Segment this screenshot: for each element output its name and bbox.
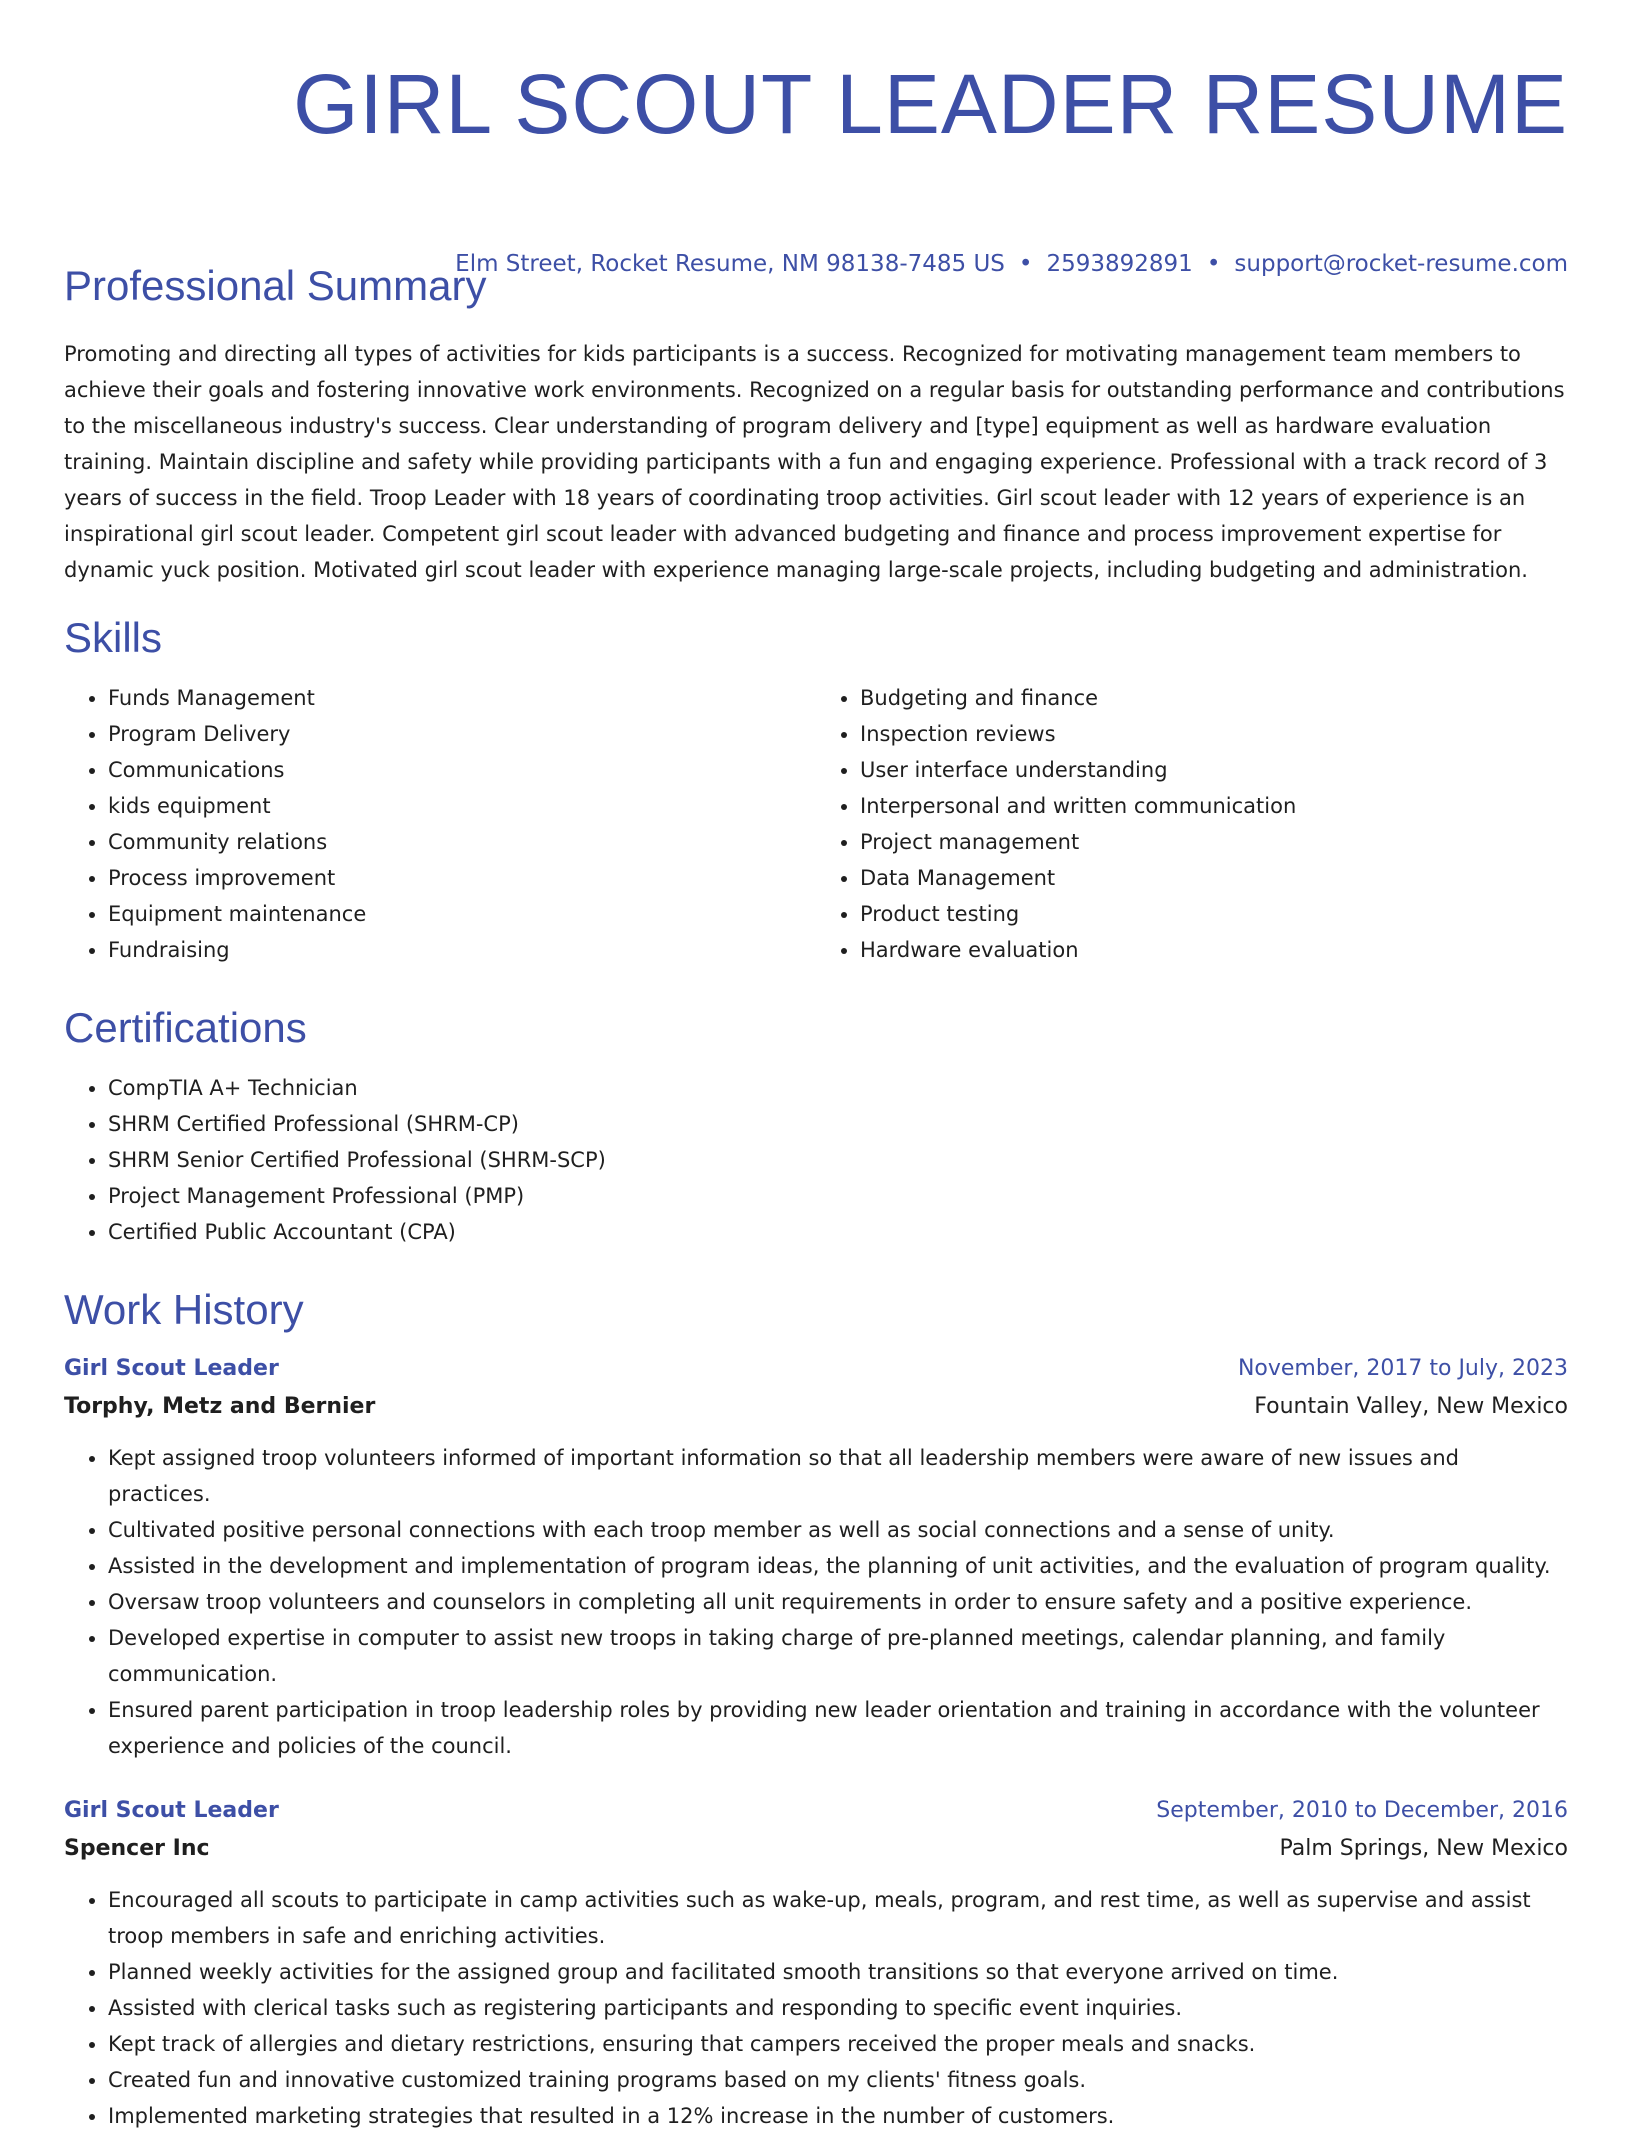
job-location: Fountain Valley, New Mexico [1254, 1394, 1568, 1419]
resume-title: GIRL SCOUT LEADER RESUME [293, 57, 1568, 151]
list-item: • Kept track of allergies and dietary restrictions, ensuring that campers received the proper meals and snacks. [108, 2026, 1568, 2062]
skills-columns [64, 680, 1568, 968]
list-item: • Inspection reviews [860, 716, 1568, 752]
list-item: • Ensured parent participation in troop leadership roles by providing new leader orientation and training in accordance with the volunteer experience and policies of the council. [108, 1692, 1568, 1764]
contact-email: support@rocket-resume.com [1234, 251, 1568, 277]
contact-phone: 2593892891 [1046, 251, 1193, 277]
summary-heading: Professional Summary [64, 262, 487, 309]
list-item: • User interface understanding [860, 752, 1568, 788]
job-bullets [64, 1882, 1568, 2134]
list-item: • Kept assigned troop volunteers informed of important information so that all leadership members were aware of new issues and practices. [108, 1440, 1568, 1512]
list-item: • SHRM Senior Certified Professional (SHRM-SCP) [108, 1142, 1568, 1178]
job-entry [64, 1792, 1568, 2134]
skills-list-right [816, 680, 1568, 968]
certifications-heading: Certifications [64, 1004, 307, 1051]
certifications-list [64, 1070, 1568, 1250]
jobs-container [64, 1350, 1568, 2134]
skills-section [64, 610, 1568, 968]
list-item: • Equipment maintenance [108, 896, 816, 932]
list-item: • Project management [860, 824, 1568, 860]
list-item: • Created fun and innovative customized training programs based on my clients' fitness goals. [108, 2062, 1568, 2098]
list-item: • Process improvement [108, 860, 816, 896]
job-title-row [64, 1350, 1568, 1388]
list-item: • Cultivated positive personal connections with each troop member as well as social connections and a sense of unity. [108, 1512, 1568, 1548]
list-item: • Assisted in the development and implementation of program ideas, the planning of unit activities, and the evaluation of program quality. [108, 1548, 1568, 1584]
list-item: • Fundraising [108, 932, 816, 968]
list-item: • Product testing [860, 896, 1568, 932]
list-item: • Encouraged all scouts to participate in camp activities such as wake-up, meals, program, and rest time, as well as supervise and assist troop members in safe and enriching activities. [108, 1882, 1568, 1954]
certifications-section [64, 1000, 1568, 1250]
list-item: • Planned weekly activities for the assigned group and facilitated smooth transitions so that everyone arrived on time. [108, 1954, 1568, 1990]
list-item: • Interpersonal and written communication [860, 788, 1568, 824]
job-title-row [64, 1792, 1568, 1830]
list-item: • Program Delivery [108, 716, 816, 752]
list-item: • Funds Management [108, 680, 816, 716]
job-employer-row [64, 1388, 1568, 1426]
job-employer: Torphy, Metz and Bernier [64, 1394, 376, 1419]
list-item: • Oversaw troop volunteers and counselors in completing all unit requirements in order to ensure safety and a positive experience. [108, 1584, 1568, 1620]
list-item: • kids equipment [108, 788, 816, 824]
skills-list-left [64, 680, 816, 968]
job-employer-row [64, 1830, 1568, 1868]
job-employer: Spencer Inc [64, 1836, 210, 1861]
job-entry [64, 1350, 1568, 1764]
list-item: • Certified Public Accountant (CPA) [108, 1214, 1568, 1250]
job-dates: September, 2010 to December, 2016 [1156, 1798, 1568, 1823]
work-heading: Work History [64, 1286, 304, 1333]
job-bullets [64, 1440, 1568, 1764]
list-item: • Community relations [108, 824, 816, 860]
list-item: • Project Management Professional (PMP) [108, 1178, 1568, 1214]
contact-address: Elm Street, Rocket Resume, NM 98138-7485 US [455, 251, 1005, 277]
list-item: • Communications [108, 752, 816, 788]
summary-section [64, 258, 1568, 588]
list-item: • Implemented marketing strategies that resulted in a 12% increase in the number of customers. [108, 2098, 1568, 2134]
contact-separator: • [1018, 251, 1033, 277]
list-item: • Assisted with clerical tasks such as registering participants and responding to specific event inquiries. [108, 1990, 1568, 2026]
skills-heading: Skills [64, 614, 163, 661]
resume-header [64, 0, 1568, 156]
work-section [64, 1282, 1568, 2134]
list-item: • Budgeting and finance [860, 680, 1568, 716]
list-item: • Data Management [860, 860, 1568, 896]
summary-text: Promoting and directing all types of activities for kids participants is a success. Recognized for motivating management team members to achieve their goals and fostering innovative work environments. Recognized on a regular basis for outstanding performance and contributions to the miscellaneous industry's success. Clear understanding of program delivery and [type] equipment as well as hardware evaluation training. Maintain discipline and safety while providing participants with a fun and engaging experience. Professional with a track record of 3 years of success in the field. Troop Leader with 18 years of coordinating troop activities. Girl scout leader with 12 years of experience is an inspirational girl scout leader. Competent girl scout leader with advanced budgeting and finance and process improvement expertise for dynamic yuck position. Motivated girl scout leader with experience managing large-scale projects, including budgeting and administration. [64, 342, 1565, 582]
job-location: Palm Springs, New Mexico [1279, 1836, 1568, 1861]
list-item: • Hardware evaluation [860, 932, 1568, 968]
job-title: Girl Scout Leader [64, 1798, 279, 1823]
list-item: • Developed expertise in computer to assist new troops in taking charge of pre-planned meetings, calendar planning, and family communication. [108, 1620, 1568, 1692]
list-item: • SHRM Certified Professional (SHRM-CP) [108, 1106, 1568, 1142]
job-dates: November, 2017 to July, 2023 [1237, 1356, 1568, 1381]
contact-separator: • [1206, 251, 1221, 277]
list-item: • CompTIA A+ Technician [108, 1070, 1568, 1106]
job-title: Girl Scout Leader [64, 1356, 279, 1381]
